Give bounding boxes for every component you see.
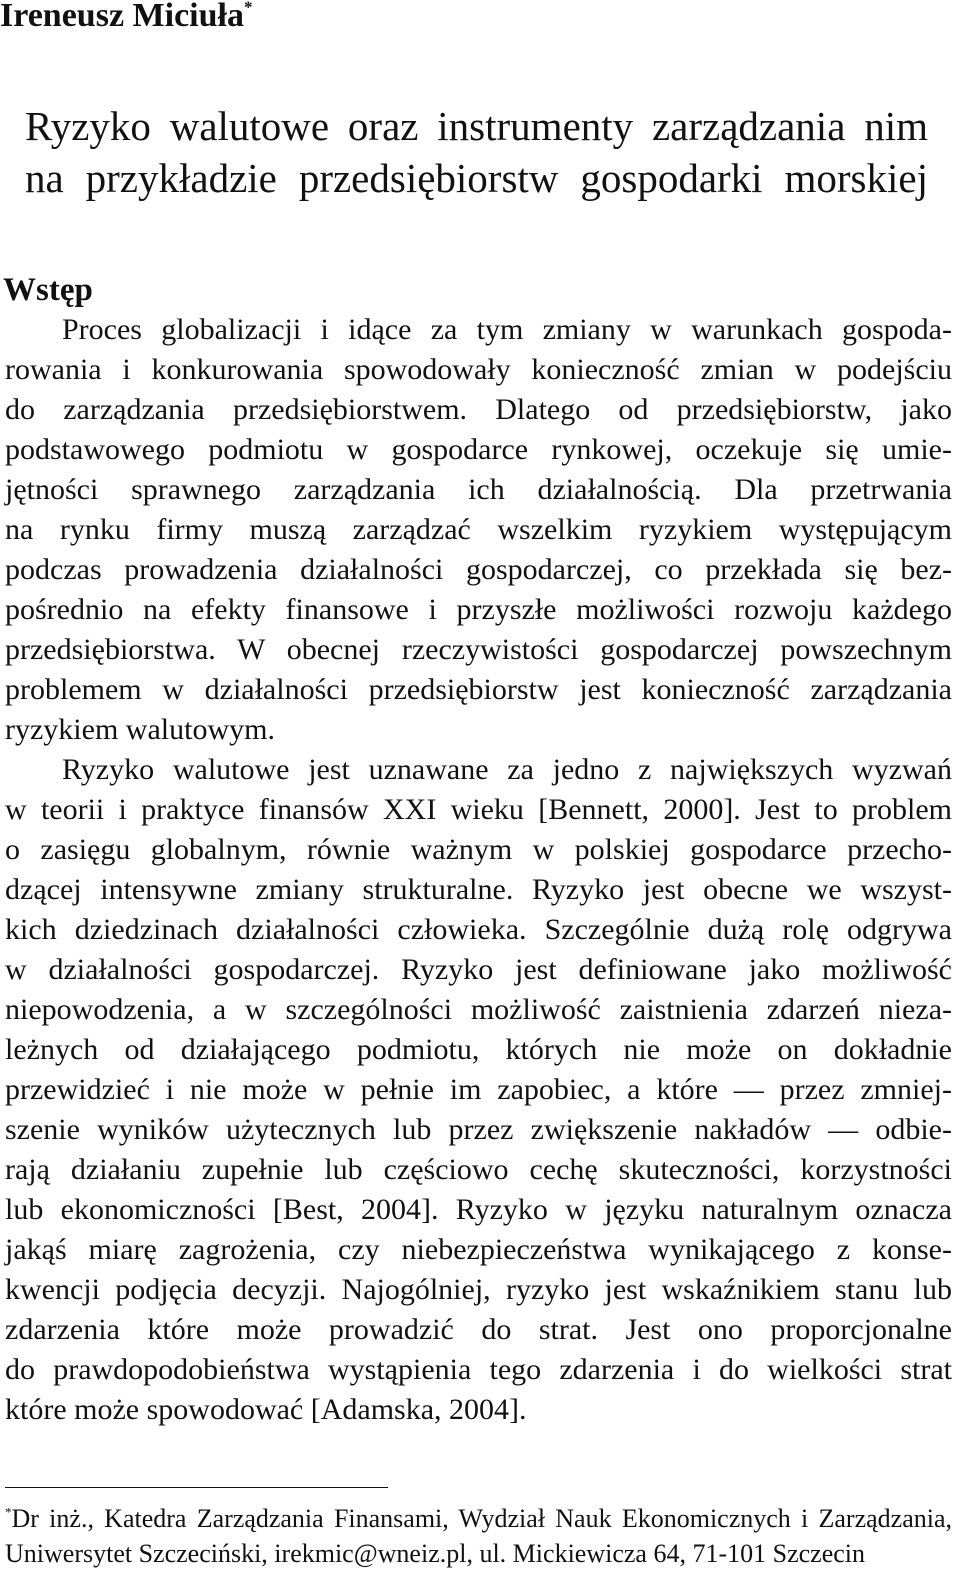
- paragraph-line: niepowodzenia, a w szczególności możliwość zaistnienia zdarzeń nieza-: [5, 993, 952, 1026]
- paragraph-line: leżnych od działającego podmiotu, których nie może on dokładnie: [5, 1033, 952, 1066]
- paragraph-line: które może spowodować [Adamska, 2004].: [5, 1393, 527, 1426]
- paragraph-line: podstawowego podmiotu w gospodarce rynkowej, oczekuje się umie-: [5, 433, 952, 466]
- section-body: [5, 310, 952, 1430]
- paragraph-line: Ryzyko walutowe jest uznawane za jedno z największych wyzwań: [62, 753, 952, 786]
- paragraph-line: na rynku firmy muszą zarządzać wszelkim ryzykiem występującym: [5, 513, 952, 546]
- paragraph: [5, 750, 952, 1430]
- paragraph-line: do zarządzania przedsiębiorstwem. Dlatego od przedsiębiorstw, jako: [5, 393, 952, 426]
- section-heading: Wstęp: [3, 272, 93, 308]
- footnote-text: Dr inż., Katedra Zarządzania Finansami, Wydział Nauk Ekonomicznych i Zarządzania,: [11, 1504, 952, 1533]
- footnote-line: [5, 1501, 952, 1536]
- paragraph-line: podczas prowadzenia działalności gospodarczej, co przekłada się bez-: [5, 553, 952, 586]
- author-footnote-mark: *: [243, 0, 253, 17]
- paragraph-line: o zasięgu globalnym, równie ważnym w polskiej gospodarce przecho-: [5, 833, 952, 866]
- paragraph-line: jętności sprawnego zarządzania ich działalnością. Dla przetrwania: [5, 473, 952, 506]
- paragraph-line: rowania i konkurowania spowodowały konieczność zmian w podejściu: [5, 353, 952, 386]
- paragraph-line: przewidzieć i nie może w pełnie im zapobiec, a które — przez zmniej-: [5, 1073, 952, 1106]
- paragraph-line: lub ekonomiczności [Best, 2004]. Ryzyko w języku naturalnym oznacza: [5, 1193, 952, 1226]
- paragraph-line: do prawdopodobieństwa wystąpienia tego zdarzenia i do wielkości strat: [5, 1353, 952, 1386]
- author-name: Ireneusz Miciuła: [0, 0, 244, 34]
- footnote-divider: [5, 1487, 388, 1488]
- footnote-line: Uniwersytet Szczeciński, irekmic@wneiz.pl, ul. Mickiewicza 64, 71-101 Szczecin: [5, 1539, 865, 1568]
- paragraph-line: rają działaniu zupełnie lub częściowo cechę skuteczności, korzystności: [5, 1153, 952, 1186]
- paragraph-line: dzącej intensywne zmiany strukturalne. Ryzyko jest obecne we wszyst-: [5, 873, 952, 906]
- paragraph-line: pośrednio na efekty finansowe i przyszłe możliwości rozwoju każdego: [5, 593, 952, 626]
- paragraph-line: kwencji podjęcia decyzji. Najogólniej, ryzyko jest wskaźnikiem stanu lub: [5, 1273, 952, 1306]
- title-line: Ryzyko walutowe oraz instrumenty zarządzania nim: [25, 103, 928, 149]
- paragraph-line: przedsiębiorstwa. W obecnej rzeczywistości gospodarczej powszechnym: [5, 633, 952, 666]
- paragraph-line: w teorii i praktyce finansów XXI wieku [Bennett, 2000]. Jest to problem: [5, 793, 952, 826]
- paragraph-line: w działalności gospodarczej. Ryzyko jest definiowane jako możliwość: [5, 953, 952, 986]
- title-line: na przykładzie przedsiębiorstw gospodarki morskiej: [25, 155, 928, 201]
- paragraph-line: zdarzenia które może prowadzić do strat. Jest ono proporcjonalne: [5, 1313, 952, 1346]
- article-title: [25, 100, 928, 204]
- paragraph: [5, 310, 952, 750]
- paragraph-line: szenie wyników użytecznych lub przez zwiększenie nakładów — odbie-: [5, 1113, 952, 1146]
- paragraph-line: jakąś miarę zagrożenia, czy niebezpieczeństwa wynikającego z konse-: [5, 1233, 952, 1266]
- paragraph-line: ryzykiem walutowym.: [5, 713, 275, 746]
- footnote-mark: *: [5, 1504, 12, 1520]
- author-line: [0, 0, 252, 34]
- paragraph-line: Proces globalizacji i idące za tym zmiany w warunkach gospoda-: [62, 313, 952, 346]
- paragraph-line: problemem w działalności przedsiębiorstw jest konieczność zarządzania: [5, 673, 952, 706]
- footnote: [5, 1501, 952, 1571]
- paragraph-line: kich dziedzinach działalności człowieka. Szczególnie dużą rolę odgrywa: [5, 913, 952, 946]
